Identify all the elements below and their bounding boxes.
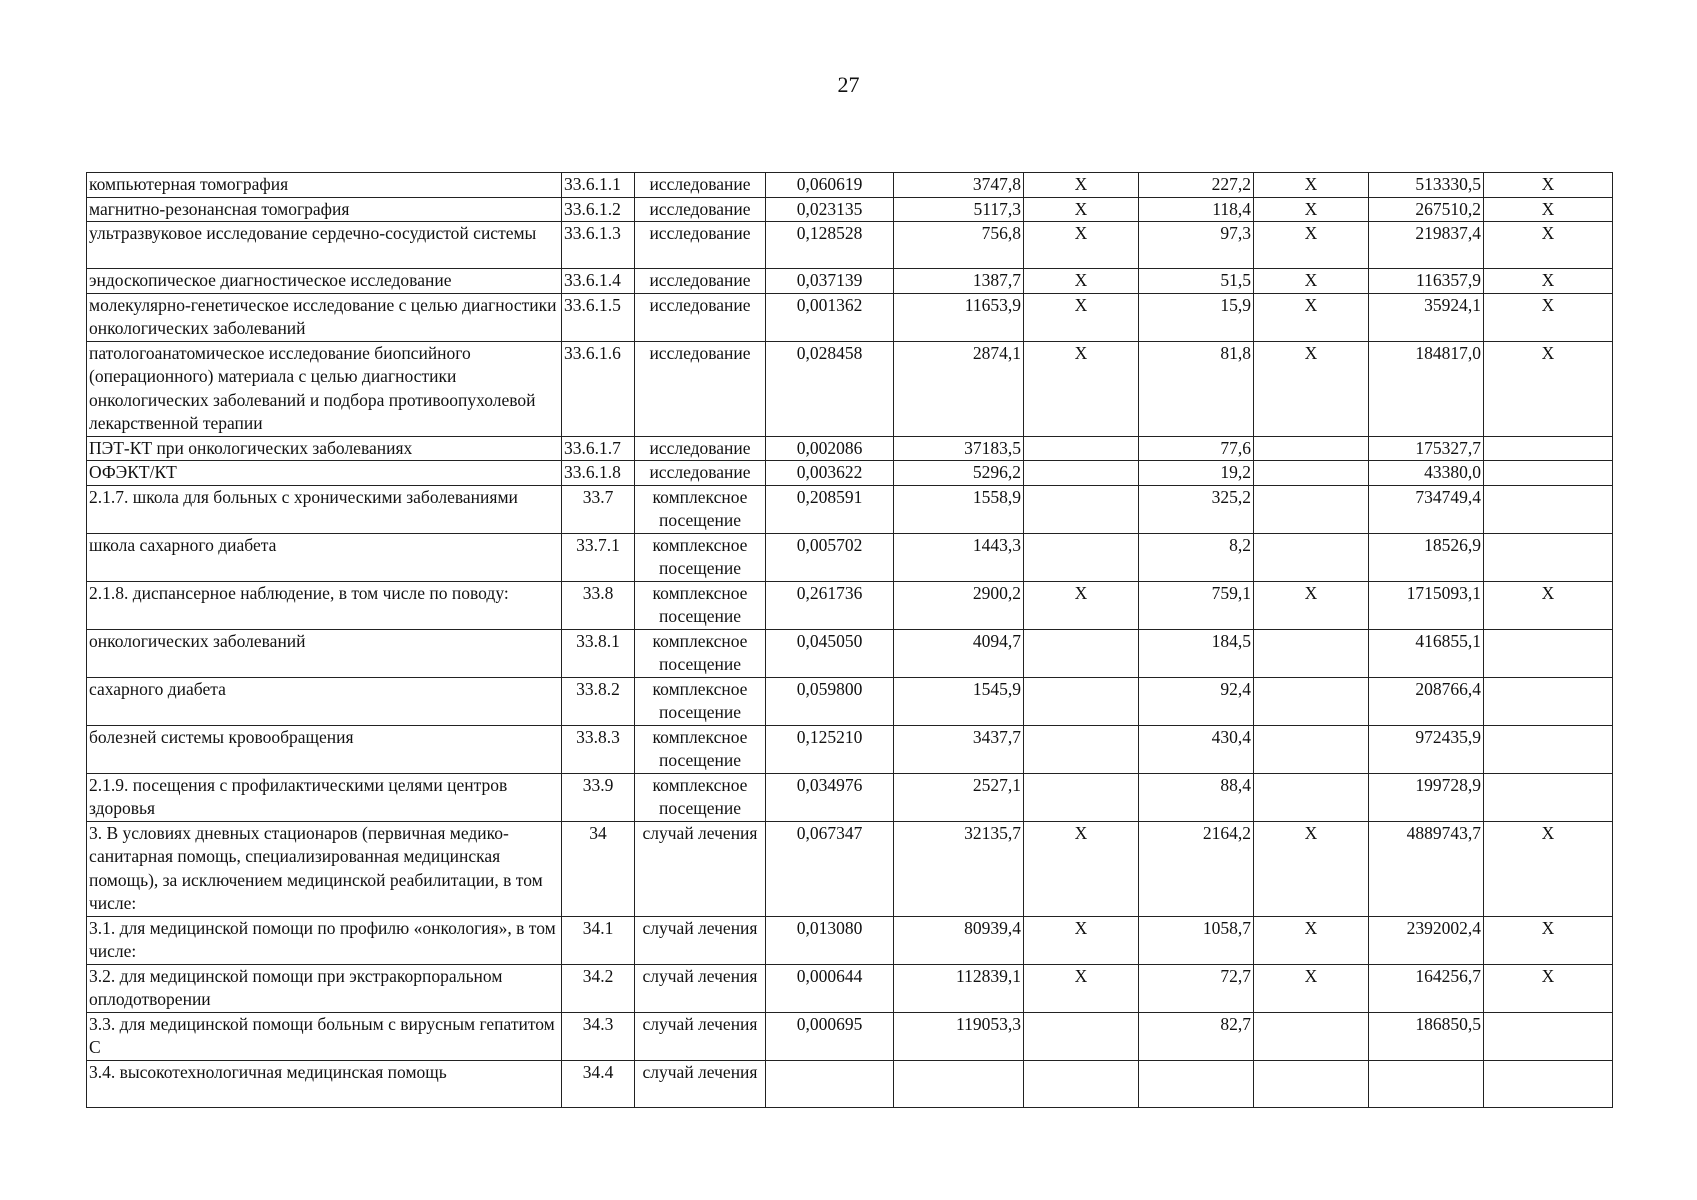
volume-norm: 0,028458	[766, 341, 894, 436]
item-name: ОФЭКТ/КТ	[87, 461, 562, 486]
table-row	[87, 222, 1613, 269]
col-8	[1254, 773, 1369, 821]
volume-norm: 0,045050	[766, 629, 894, 677]
col-9: 416855,1	[1369, 629, 1484, 677]
unit-of-measure: комплексное посещение	[635, 533, 766, 581]
cost-norm: 5117,3	[894, 197, 1024, 222]
col-6: Х	[1024, 269, 1139, 294]
col-7: 15,9	[1139, 293, 1254, 341]
unit-of-measure: комплексное посещение	[635, 581, 766, 629]
col-10	[1484, 436, 1613, 461]
col-6: Х	[1024, 821, 1139, 916]
col-9: 2392002,4	[1369, 916, 1484, 964]
col-7: 72,7	[1139, 964, 1254, 1012]
col-6: Х	[1024, 293, 1139, 341]
col-7: 184,5	[1139, 629, 1254, 677]
col-9: 116357,9	[1369, 269, 1484, 294]
item-name: болезней системы кровообращения	[87, 725, 562, 773]
page-number: 27	[837, 72, 860, 97]
row-code: 33.7.1	[562, 533, 635, 581]
cost-norm: 756,8	[894, 222, 1024, 269]
table-row	[87, 1012, 1613, 1060]
volume-norm: 0,000695	[766, 1012, 894, 1060]
volume-norm: 0,023135	[766, 197, 894, 222]
volume-norm: 0,005702	[766, 533, 894, 581]
table-row	[87, 269, 1613, 294]
col-10: Х	[1484, 341, 1613, 436]
col-9: 734749,4	[1369, 485, 1484, 533]
col-6	[1024, 677, 1139, 725]
cost-norm	[894, 1060, 1024, 1107]
row-code: 33.9	[562, 773, 635, 821]
col-8	[1254, 436, 1369, 461]
table-row	[87, 461, 1613, 486]
volume-norm: 0,013080	[766, 916, 894, 964]
unit-of-measure: исследование	[635, 173, 766, 198]
table-row	[87, 581, 1613, 629]
medical-care-norms-table	[86, 172, 1613, 1108]
col-9: 513330,5	[1369, 173, 1484, 198]
col-6	[1024, 436, 1139, 461]
table-row	[87, 821, 1613, 916]
col-7: 92,4	[1139, 677, 1254, 725]
item-name: компьютерная томография	[87, 173, 562, 198]
cost-norm: 5296,2	[894, 461, 1024, 486]
col-9: 219837,4	[1369, 222, 1484, 269]
col-10: Х	[1484, 916, 1613, 964]
row-code: 33.6.1.1	[562, 173, 635, 198]
cost-norm: 3437,7	[894, 725, 1024, 773]
col-10	[1484, 677, 1613, 725]
table-body	[87, 173, 1613, 1108]
item-name: 2.1.7. школа для больных с хроническими заболеваниями	[87, 485, 562, 533]
cost-norm: 80939,4	[894, 916, 1024, 964]
row-code: 33.8	[562, 581, 635, 629]
col-8: Х	[1254, 821, 1369, 916]
col-10	[1484, 485, 1613, 533]
col-9: 184817,0	[1369, 341, 1484, 436]
col-6: Х	[1024, 916, 1139, 964]
table-row	[87, 916, 1613, 964]
volume-norm: 0,208591	[766, 485, 894, 533]
col-10	[1484, 725, 1613, 773]
col-6: Х	[1024, 964, 1139, 1012]
col-9: 164256,7	[1369, 964, 1484, 1012]
row-code: 34.2	[562, 964, 635, 1012]
col-6	[1024, 773, 1139, 821]
item-name: 2.1.8. диспансерное наблюдение, в том числе по поводу:	[87, 581, 562, 629]
col-10	[1484, 1012, 1613, 1060]
cost-norm: 1443,3	[894, 533, 1024, 581]
col-7: 430,4	[1139, 725, 1254, 773]
col-10: Х	[1484, 964, 1613, 1012]
row-code: 33.8.3	[562, 725, 635, 773]
volume-norm: 0,261736	[766, 581, 894, 629]
col-9: 18526,9	[1369, 533, 1484, 581]
table-row	[87, 533, 1613, 581]
cost-norm: 112839,1	[894, 964, 1024, 1012]
row-code: 34.3	[562, 1012, 635, 1060]
col-9: 4889743,7	[1369, 821, 1484, 916]
unit-of-measure: исследование	[635, 197, 766, 222]
col-9: 972435,9	[1369, 725, 1484, 773]
col-8: Х	[1254, 581, 1369, 629]
col-6	[1024, 1012, 1139, 1060]
unit-of-measure: случай лечения	[635, 1060, 766, 1107]
cost-norm: 4094,7	[894, 629, 1024, 677]
col-7: 77,6	[1139, 436, 1254, 461]
volume-norm	[766, 1060, 894, 1107]
unit-of-measure: комплексное посещение	[635, 485, 766, 533]
item-name: 3.3. для медицинской помощи больным с вирусным гепатитом С	[87, 1012, 562, 1060]
table-row	[87, 677, 1613, 725]
col-8: Х	[1254, 197, 1369, 222]
col-8: Х	[1254, 916, 1369, 964]
unit-of-measure: исследование	[635, 436, 766, 461]
col-10: Х	[1484, 222, 1613, 269]
row-code: 33.6.1.5	[562, 293, 635, 341]
col-6: Х	[1024, 197, 1139, 222]
unit-of-measure: комплексное посещение	[635, 677, 766, 725]
table-row	[87, 173, 1613, 198]
volume-norm: 0,037139	[766, 269, 894, 294]
col-9: 186850,5	[1369, 1012, 1484, 1060]
item-name: школа сахарного диабета	[87, 533, 562, 581]
col-7: 82,7	[1139, 1012, 1254, 1060]
col-9: 43380,0	[1369, 461, 1484, 486]
col-7: 81,8	[1139, 341, 1254, 436]
item-name: 3.4. высокотехнологичная медицинская помощь	[87, 1060, 562, 1107]
col-7	[1139, 1060, 1254, 1107]
volume-norm: 0,067347	[766, 821, 894, 916]
col-6	[1024, 533, 1139, 581]
table-row	[87, 1060, 1613, 1107]
row-code: 33.6.1.4	[562, 269, 635, 294]
item-name: патологоанатомическое исследование биопсийного (операционного) материала с целью диагностики онкологических заболеваний и подбора противоопухолевой лекарственной терапии	[87, 341, 562, 436]
col-8	[1254, 533, 1369, 581]
col-8: Х	[1254, 293, 1369, 341]
table-row	[87, 485, 1613, 533]
col-8: Х	[1254, 269, 1369, 294]
col-10: Х	[1484, 197, 1613, 222]
col-6: Х	[1024, 222, 1139, 269]
volume-norm: 0,060619	[766, 173, 894, 198]
cost-norm: 3747,8	[894, 173, 1024, 198]
col-7: 1058,7	[1139, 916, 1254, 964]
col-7: 19,2	[1139, 461, 1254, 486]
cost-norm: 1558,9	[894, 485, 1024, 533]
unit-of-measure: случай лечения	[635, 964, 766, 1012]
col-8	[1254, 677, 1369, 725]
row-code: 33.7	[562, 485, 635, 533]
row-code: 33.6.1.3	[562, 222, 635, 269]
unit-of-measure: исследование	[635, 461, 766, 486]
col-10	[1484, 533, 1613, 581]
table-row	[87, 725, 1613, 773]
col-6: Х	[1024, 341, 1139, 436]
col-8	[1254, 725, 1369, 773]
col-7: 118,4	[1139, 197, 1254, 222]
col-6: Х	[1024, 173, 1139, 198]
col-7: 325,2	[1139, 485, 1254, 533]
col-8: Х	[1254, 341, 1369, 436]
volume-norm: 0,125210	[766, 725, 894, 773]
table-row	[87, 436, 1613, 461]
col-9: 35924,1	[1369, 293, 1484, 341]
col-6	[1024, 725, 1139, 773]
row-code: 34	[562, 821, 635, 916]
col-6	[1024, 485, 1139, 533]
cost-norm: 1545,9	[894, 677, 1024, 725]
cost-norm: 1387,7	[894, 269, 1024, 294]
item-name: ПЭТ-КТ при онкологических заболеваниях	[87, 436, 562, 461]
col-8: Х	[1254, 222, 1369, 269]
col-9: 208766,4	[1369, 677, 1484, 725]
col-10: Х	[1484, 293, 1613, 341]
table-row	[87, 197, 1613, 222]
cost-norm: 11653,9	[894, 293, 1024, 341]
cost-norm: 37183,5	[894, 436, 1024, 461]
col-10	[1484, 461, 1613, 486]
row-code: 33.8.2	[562, 677, 635, 725]
col-10	[1484, 1060, 1613, 1107]
col-8	[1254, 629, 1369, 677]
table-row	[87, 964, 1613, 1012]
volume-norm: 0,128528	[766, 222, 894, 269]
unit-of-measure: комплексное посещение	[635, 773, 766, 821]
item-name: 3. В условиях дневных стационаров (первичная медико-санитарная помощь, специализированная медицинская помощь), за исключением медицинской реабилитации, в том числе:	[87, 821, 562, 916]
col-10	[1484, 773, 1613, 821]
unit-of-measure: исследование	[635, 341, 766, 436]
col-7: 227,2	[1139, 173, 1254, 198]
col-8: Х	[1254, 173, 1369, 198]
unit-of-measure: исследование	[635, 293, 766, 341]
col-7: 97,3	[1139, 222, 1254, 269]
volume-norm: 0,000644	[766, 964, 894, 1012]
cost-norm: 2527,1	[894, 773, 1024, 821]
unit-of-measure: комплексное посещение	[635, 725, 766, 773]
table-row	[87, 341, 1613, 436]
row-code: 33.6.1.7	[562, 436, 635, 461]
col-10	[1484, 629, 1613, 677]
col-7: 51,5	[1139, 269, 1254, 294]
row-code: 33.6.1.8	[562, 461, 635, 486]
item-name: молекулярно-генетическое исследование с целью диагностики онкологических заболеваний	[87, 293, 562, 341]
cost-norm: 119053,3	[894, 1012, 1024, 1060]
row-code: 33.6.1.6	[562, 341, 635, 436]
volume-norm: 0,059800	[766, 677, 894, 725]
item-name: сахарного диабета	[87, 677, 562, 725]
row-code: 34.4	[562, 1060, 635, 1107]
unit-of-measure: комплексное посещение	[635, 629, 766, 677]
col-8	[1254, 461, 1369, 486]
item-name: магнитно-резонансная томография	[87, 197, 562, 222]
volume-norm: 0,001362	[766, 293, 894, 341]
row-code: 34.1	[562, 916, 635, 964]
row-code: 33.8.1	[562, 629, 635, 677]
col-8	[1254, 1060, 1369, 1107]
item-name: 2.1.9. посещения с профилактическими целями центров здоровья	[87, 773, 562, 821]
volume-norm: 0,034976	[766, 773, 894, 821]
col-7: 8,2	[1139, 533, 1254, 581]
cost-norm: 2900,2	[894, 581, 1024, 629]
col-7: 759,1	[1139, 581, 1254, 629]
col-8: Х	[1254, 964, 1369, 1012]
unit-of-measure: случай лечения	[635, 1012, 766, 1060]
unit-of-measure: исследование	[635, 222, 766, 269]
col-8	[1254, 1012, 1369, 1060]
col-6: Х	[1024, 581, 1139, 629]
cost-norm: 2874,1	[894, 341, 1024, 436]
table-row	[87, 773, 1613, 821]
col-10: Х	[1484, 821, 1613, 916]
col-10: Х	[1484, 269, 1613, 294]
unit-of-measure: исследование	[635, 269, 766, 294]
item-name: 3.2. для медицинской помощи при экстракорпоральном оплодотворении	[87, 964, 562, 1012]
item-name: онкологических заболеваний	[87, 629, 562, 677]
col-6	[1024, 461, 1139, 486]
col-9: 267510,2	[1369, 197, 1484, 222]
row-code: 33.6.1.2	[562, 197, 635, 222]
item-name: эндоскопическое диагностическое исследование	[87, 269, 562, 294]
col-9: 199728,9	[1369, 773, 1484, 821]
item-name: ультразвуковое исследование сердечно-сосудистой системы	[87, 222, 562, 269]
cost-norm: 32135,7	[894, 821, 1024, 916]
col-9: 175327,7	[1369, 436, 1484, 461]
col-10: Х	[1484, 173, 1613, 198]
volume-norm: 0,003622	[766, 461, 894, 486]
table-row	[87, 629, 1613, 677]
item-name: 3.1. для медицинской помощи по профилю «онкология», в том числе:	[87, 916, 562, 964]
col-10: Х	[1484, 581, 1613, 629]
col-7: 88,4	[1139, 773, 1254, 821]
unit-of-measure: случай лечения	[635, 821, 766, 916]
col-7: 2164,2	[1139, 821, 1254, 916]
table-row	[87, 293, 1613, 341]
col-6	[1024, 629, 1139, 677]
col-9	[1369, 1060, 1484, 1107]
col-8	[1254, 485, 1369, 533]
col-6	[1024, 1060, 1139, 1107]
unit-of-measure: случай лечения	[635, 916, 766, 964]
volume-norm: 0,002086	[766, 436, 894, 461]
col-9: 1715093,1	[1369, 581, 1484, 629]
